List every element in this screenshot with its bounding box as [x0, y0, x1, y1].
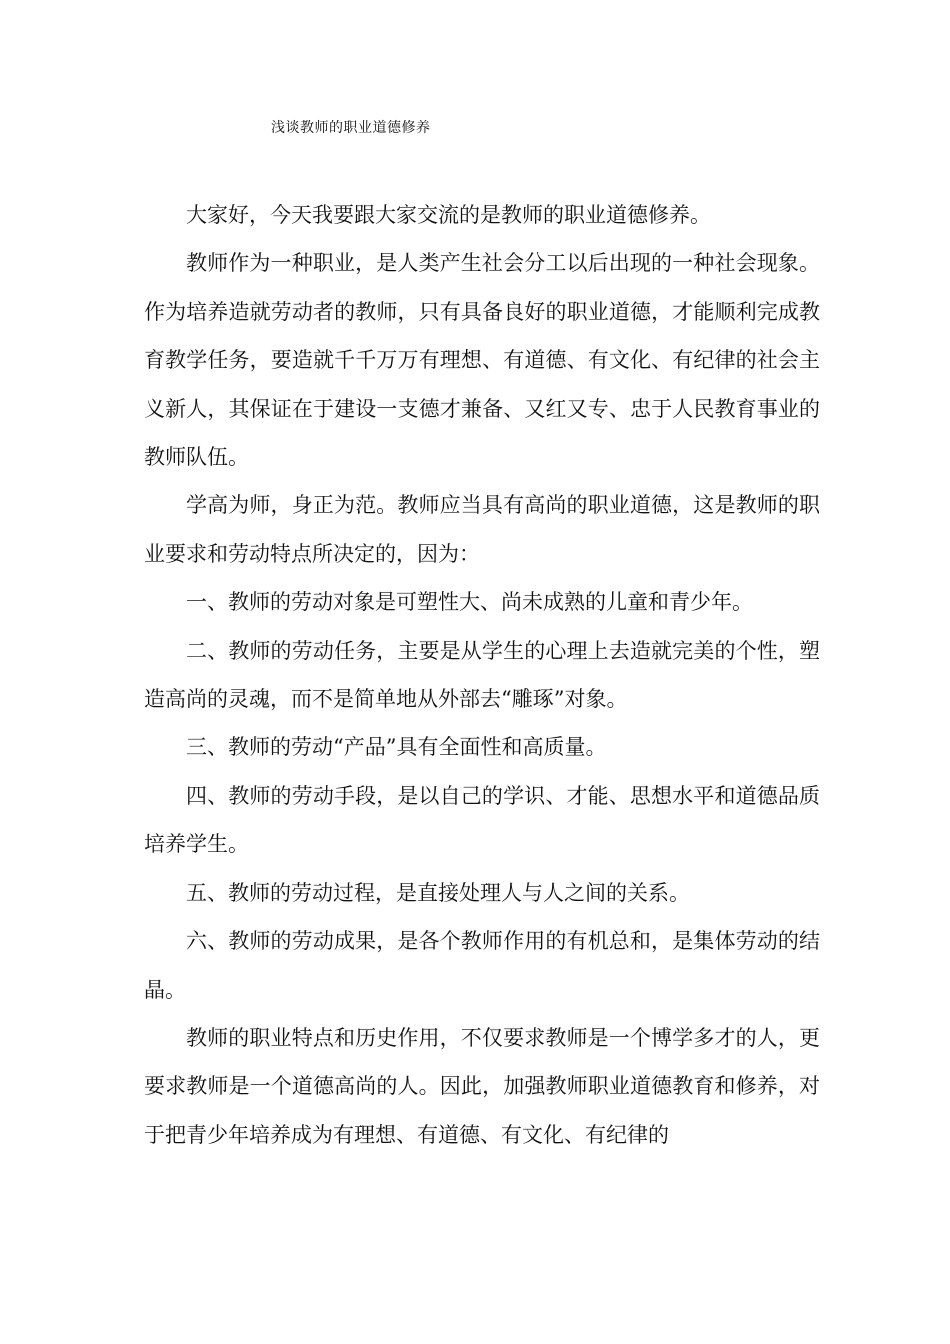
- list-item-6: 六、教师的劳动成果，是各个教师作用的有机总和，是集体劳动的结晶。: [144, 929, 820, 1002]
- list-item-4: 四、教师的劳动手段，是以自己的学识、才能、思想水平和道德品质培养学生。: [144, 783, 820, 857]
- document-title: 浅谈教师的职业道德修养: [271, 120, 431, 136]
- paragraph-conclusion: 教师的职业特点和历史作用，不仅要求教师是一个博学多才的人，更要求教师是一个道德高尚的人。因此，加强教师职业道德教育和修养，对于把青少年培养成为有理想、有道德、有文化、有纪律的: [144, 1025, 820, 1147]
- list-item-1: 一、教师的劳动对象是可塑性大、尚未成熟的儿童和青少年。: [186, 590, 753, 615]
- document-body: [144, 191, 820, 1159]
- paragraph-greeting: 大家好，今天我要跟大家交流的是教师的职业道德修养。: [186, 203, 711, 227]
- paragraph-profession: 教师作为一种职业，是人类产生社会分工以后出现的一种社会现象。作为培养造就劳动者的教师，只有具备良好的职业道德，才能顺利完成教育教学任务，要造就千千万万有理想、有道德、有文化、有纪律的社会主义新人，其保证在于建设一支德才兼备、又红又专、忠于人民教育事业的教师队伍。: [144, 251, 820, 470]
- paragraph-role-model: 学高为师，身正为范。教师应当具有高尚的职业道德，这是教师的职业要求和劳动特点所决定的，因为：: [144, 493, 820, 566]
- list-item-3: 三、教师的劳动“产品”具有全面性和高质量。: [186, 735, 607, 760]
- list-item-2: 二、教师的劳动任务，主要是从学生的心理上去造就完美的个性，塑造高尚的灵魂，而不是简单地从外部去“雕琢”对象。: [144, 638, 820, 712]
- list-item-5: 五、教师的劳动过程，是直接处理人与人之间的关系。: [186, 880, 690, 905]
